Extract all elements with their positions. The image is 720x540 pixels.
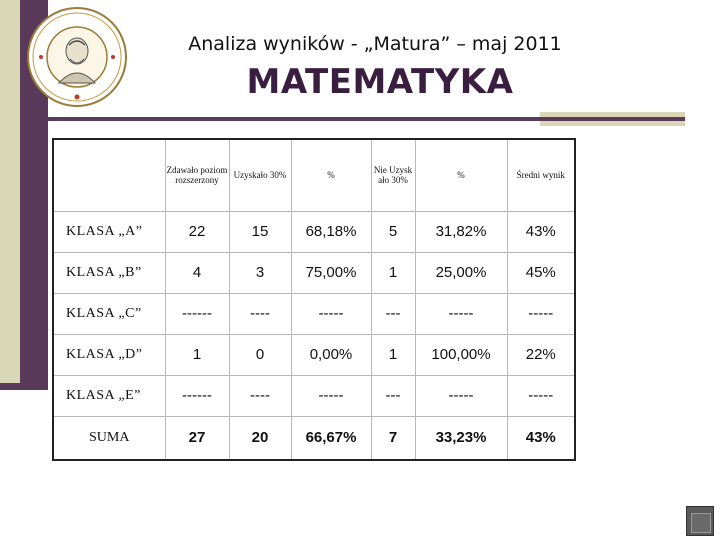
table-row — [53, 334, 575, 375]
table-cell: ----- — [291, 293, 371, 334]
table-header-row — [53, 139, 575, 211]
table-cell: 4 — [165, 252, 229, 293]
school-seal-graphic — [29, 9, 125, 105]
table-cell: 0 — [229, 334, 291, 375]
row-label: KLASA „A” — [53, 211, 165, 252]
school-seal-icon — [27, 7, 127, 107]
header-cell-failed: Nie Uzysk ało 30% — [371, 139, 415, 211]
table-cell: ----- — [507, 293, 575, 334]
table-row — [53, 375, 575, 416]
table-cell: 31,82% — [415, 211, 507, 252]
table-cell: ----- — [415, 293, 507, 334]
sum-label: SUMA — [53, 416, 165, 460]
table-cell: 1 — [371, 334, 415, 375]
header-cell-passed-pct: % — [291, 139, 371, 211]
row-label: KLASA „C” — [53, 293, 165, 334]
header-cell-average: Średni wynik — [507, 139, 575, 211]
table-cell: 1 — [165, 334, 229, 375]
table-cell: 22% — [507, 334, 575, 375]
header-cell-empty — [53, 139, 165, 211]
sum-cell: 66,67% — [291, 416, 371, 460]
results-table — [52, 138, 576, 461]
row-label: KLASA „D” — [53, 334, 165, 375]
row-label: KLASA „E” — [53, 375, 165, 416]
table-row — [53, 252, 575, 293]
table-cell: --- — [371, 375, 415, 416]
slide-title: MATEMATYKA — [246, 62, 514, 102]
table-cell: 5 — [371, 211, 415, 252]
table-cell: ----- — [291, 375, 371, 416]
table-sum-row — [53, 416, 575, 460]
table-cell: 22 — [165, 211, 229, 252]
decor-left-bar-light — [0, 0, 20, 390]
table-cell: 1 — [371, 252, 415, 293]
table-cell: 68,18% — [291, 211, 371, 252]
sum-cell: 33,23% — [415, 416, 507, 460]
table-cell: 45% — [507, 252, 575, 293]
decor-left-bar-foot — [0, 383, 48, 390]
header-cell-failed-pct: % — [415, 139, 507, 211]
table-cell: 0,00% — [291, 334, 371, 375]
decor-header-line-right — [540, 117, 685, 121]
sum-cell: 27 — [165, 416, 229, 460]
table-cell: 43% — [507, 211, 575, 252]
table-cell: ---- — [229, 375, 291, 416]
decor-header-line — [30, 117, 540, 121]
table-cell: --- — [371, 293, 415, 334]
sum-cell: 7 — [371, 416, 415, 460]
header-cell-passed: Uzyskało 30% — [229, 139, 291, 211]
table-cell: ------ — [165, 375, 229, 416]
table-cell: 15 — [229, 211, 291, 252]
sum-cell: 20 — [229, 416, 291, 460]
table-cell: 75,00% — [291, 252, 371, 293]
sum-cell: 43% — [507, 416, 575, 460]
table-cell: ---- — [229, 293, 291, 334]
table-row — [53, 211, 575, 252]
table-cell: ------ — [165, 293, 229, 334]
table-cell: 3 — [229, 252, 291, 293]
table-cell: 100,00% — [415, 334, 507, 375]
row-label: KLASA „B” — [53, 252, 165, 293]
slide-subtitle: Analiza wyników - „Matura” – maj 2011 — [188, 33, 562, 55]
slide-nav-button-icon[interactable] — [686, 506, 714, 536]
header-cell-taken: Zdawało poziom rozszerzony — [165, 139, 229, 211]
table-row — [53, 293, 575, 334]
table-cell: ----- — [507, 375, 575, 416]
table-cell: ----- — [415, 375, 507, 416]
table-cell: 25,00% — [415, 252, 507, 293]
